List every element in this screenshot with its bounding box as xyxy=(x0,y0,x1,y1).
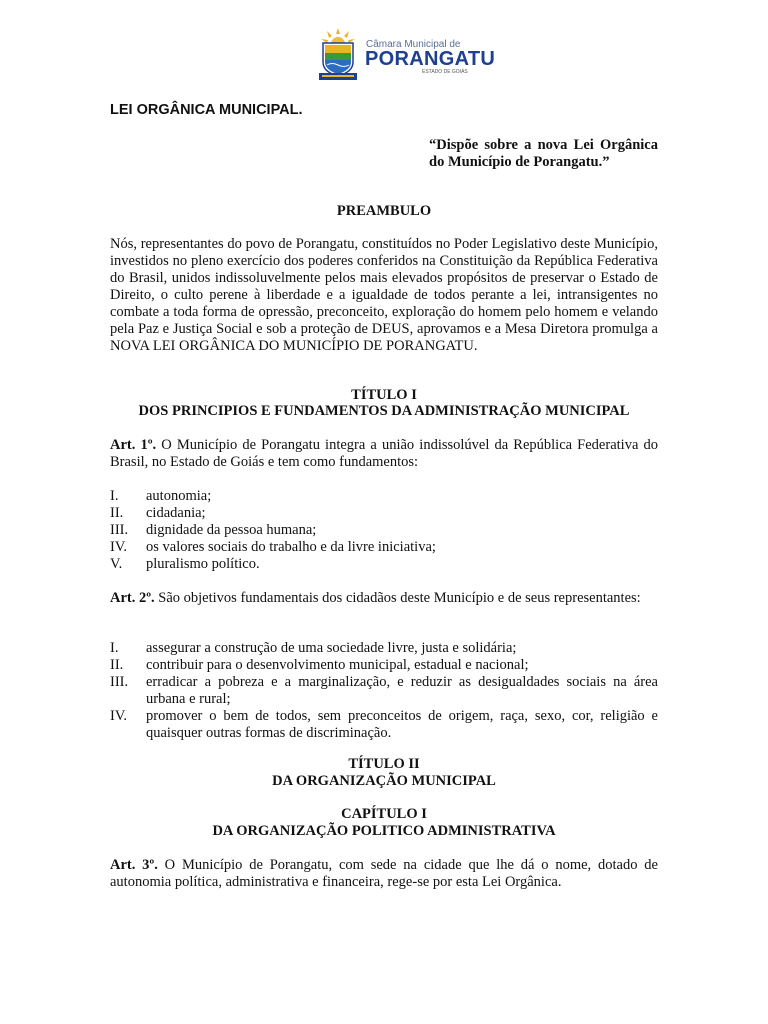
item-number: III. xyxy=(110,522,129,538)
capitulo-1-label: CAPÍTULO I xyxy=(341,806,427,822)
preamble-heading: PREAMBULO xyxy=(336,203,432,219)
list-item xyxy=(110,674,658,708)
item-number: IV. xyxy=(110,539,128,555)
list-item xyxy=(110,708,658,742)
article-2-text: São objetivos fundamentais dos cidadãos deste Município e de seus representantes: xyxy=(154,590,641,606)
list-item xyxy=(110,556,658,573)
logo-main-text: PORANGATU xyxy=(365,48,496,70)
item-number: III. xyxy=(110,674,129,690)
list-item xyxy=(110,505,658,522)
item-number: V. xyxy=(110,556,123,572)
item-number: II. xyxy=(110,505,124,521)
item-text: pluralismo político. xyxy=(146,556,260,572)
item-number: II. xyxy=(110,657,124,673)
item-number: I. xyxy=(110,640,119,656)
article-1-items xyxy=(110,488,658,573)
coat-of-arms-icon xyxy=(318,28,358,82)
item-text: erradicar a pobreza e a marginalização, e reduzir as desigualdades sociais na área urbana e rural; xyxy=(146,674,658,707)
article-3 xyxy=(110,857,658,891)
item-number: I. xyxy=(110,488,119,504)
item-text: cidadania; xyxy=(146,505,206,521)
list-item xyxy=(110,522,658,539)
article-3-text: O Município de Porangatu, com sede na cidade que lhe dá o nome, dotado de autonomia política, administrativa e financeira, rege-se por esta Lei Orgânica. xyxy=(110,857,658,890)
article-3-label: Art. 3º. xyxy=(110,857,158,873)
titulo-1-label: TÍTULO I xyxy=(351,387,417,403)
article-1-label: Art. 1º. xyxy=(110,437,157,453)
titulo-1-name: DOS PRINCIPIOS E FUNDAMENTOS DA ADMINISTRAÇÃO MUNICIPAL xyxy=(138,403,630,419)
ementa-quote: “Dispõe sobre a nova Lei Orgânica do Município de Porangatu.” xyxy=(429,137,658,170)
capitulo-1-name: DA ORGANIZAÇÃO POLITICO ADMINISTRATIVA xyxy=(212,823,556,839)
document-title: LEI ORGÂNICA MUNICIPAL. xyxy=(110,102,303,118)
logo-subtitle: ESTADO DE GOIÁS xyxy=(422,69,468,75)
logo-top-line: Câmara Municipal de xyxy=(366,39,461,50)
preamble-text: Nós, representantes do povo de Porangatu, constituídos no Poder Legislativo deste Município, investidos no pleno exercício dos poderes conferidos na Constituição da República Federativa do Brasil, unidos indissoluvelmente pelos mais elevados propósitos de preservar o Estado de Direito, o culto perene à liberdade e a igualdade de todos perante a lei, intransigentes no combate a toda forma de opressão, preconceito, exploração do homem pelo homem e velando pela Paz e Justiça Social e sob a proteção de DEUS, aprovamos e a Mesa Diretora promulga a NOVA LEI ORGÂNICA DO MUNICÍPIO DE PORANGATU. xyxy=(110,236,658,354)
item-text: assegurar a construção de uma sociedade livre, justa e solidária; xyxy=(146,640,517,656)
list-item xyxy=(110,657,658,674)
list-item xyxy=(110,488,658,505)
article-1 xyxy=(110,437,658,471)
list-item xyxy=(110,640,658,657)
titulo-2-label: TÍTULO II xyxy=(348,756,420,772)
item-text: os valores sociais do trabalho e da livre iniciativa; xyxy=(146,539,436,555)
article-2-items xyxy=(110,640,658,742)
titulo-2-name: DA ORGANIZAÇÃO MUNICIPAL xyxy=(272,773,496,789)
article-2-label: Art. 2º. xyxy=(110,590,155,606)
item-text: autonomia; xyxy=(146,488,212,504)
list-item xyxy=(110,539,658,556)
item-number: IV. xyxy=(110,708,128,724)
camara-logo xyxy=(318,28,496,82)
item-text: contribuir para o desenvolvimento municipal, estadual e nacional; xyxy=(146,657,529,673)
article-1-text: O Município de Porangatu integra a união indissolúvel da República Federativa do Brasil, no Estado de Goiás e tem como fundamentos: xyxy=(110,437,658,470)
item-text: promover o bem de todos, sem preconceitos de origem, raça, sexo, cor, religião e quaisquer outras formas de discriminação. xyxy=(146,708,658,741)
item-text: dignidade da pessoa humana; xyxy=(146,522,317,538)
article-2 xyxy=(110,590,658,607)
